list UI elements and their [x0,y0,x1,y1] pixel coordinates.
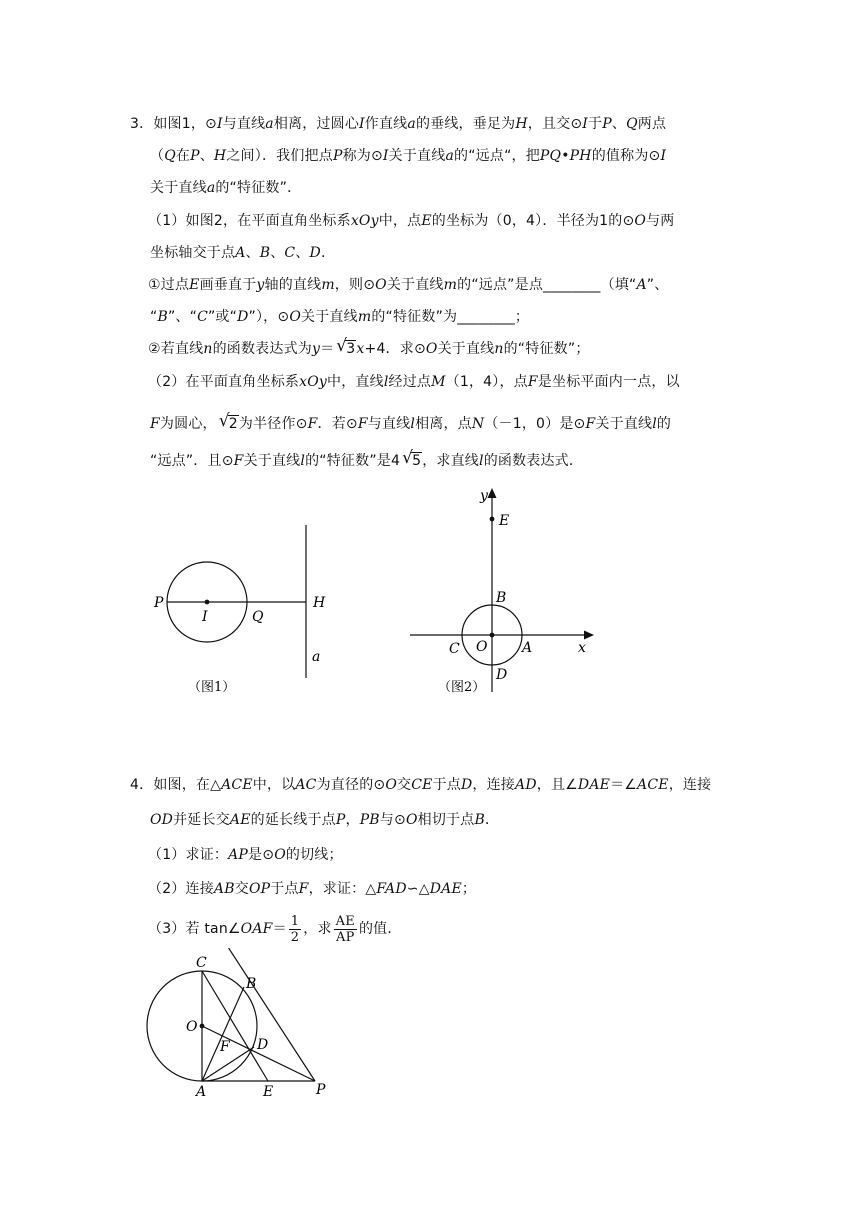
label-p: P [154,595,164,611]
label-d: D [496,667,508,683]
question-1-line-2 [150,307,529,327]
label-a: A [522,640,533,656]
text: ，且交⊙ [527,116,583,132]
var: l [410,416,416,432]
var: B [259,245,271,261]
label-a: a [312,649,321,665]
var: F [585,416,596,432]
var: ACE [637,777,669,793]
var: H [515,116,528,132]
text: 坐标轴交于点 [150,245,236,261]
x-axis-arrow-icon [584,631,594,640]
var: I [582,116,589,132]
var: F [357,416,368,432]
var: B [474,812,485,828]
figure-1 [140,520,340,710]
question-1-line-1 [148,275,668,295]
label-b: B [496,590,507,606]
text: 的函数表达式为 [212,341,312,357]
var: l [383,374,389,390]
text: 相切于点 [417,812,475,828]
text: ，且∠ [536,777,578,793]
text: 的值称为⊙ [591,148,661,164]
text: “ [150,309,158,325]
text: ，连接 [668,777,712,793]
text: 轴的直线 [264,277,322,293]
text: ”），⊙ [248,309,290,325]
var: OAF [240,921,273,937]
segment-op [202,1026,315,1081]
text: 的切线； [285,847,343,863]
figure-2-caption: （图2） [438,680,486,695]
text: 与两 [646,213,675,229]
text: ”或“ [207,309,238,325]
text: 如图，在△ [153,777,222,793]
text: 两点 [637,116,667,132]
var: l [652,416,657,432]
var: DAE [577,777,611,793]
var: O [385,777,398,793]
numerator: 1 [290,913,300,929]
label-y: y [480,488,488,504]
var: P [332,148,343,164]
label-h: H [313,595,326,611]
text: “远点”．且⊙ [150,453,234,469]
problem-number: 4． [130,777,154,793]
var: P [190,148,200,164]
text: 、 [270,245,285,261]
part-2-line-1 [148,372,680,392]
var: PQ•PH [539,148,592,164]
text: 的“特征数”． [215,180,302,196]
var: I [382,148,389,164]
var: O [405,812,418,828]
figure-3 [140,948,340,1098]
tangent-pb [226,948,315,1081]
text: ①过点 [148,277,190,293]
text: 关于直线 [301,309,358,325]
var: C [197,309,208,325]
text: 的“特征数”是4 [305,453,401,469]
var: l [300,453,306,469]
fraction-ae-ap [334,914,357,945]
var: I [216,116,223,132]
label-o: O [186,1019,198,1035]
label-e: E [499,513,510,529]
var: AC [295,777,317,793]
label-f: F [220,1039,230,1055]
text: （ [150,148,165,164]
problem-3-line-3 [150,178,301,198]
text: 中，以 [252,777,296,793]
text: 并延长交 [173,812,230,828]
var: y [256,277,265,293]
var: AP [228,847,249,863]
var: m [443,277,458,293]
radicand: 5 [412,453,422,469]
var: a [265,116,274,132]
text: 在 [175,148,191,164]
text: ， [345,812,360,828]
var: B [157,309,168,325]
text: （2）连接 [148,881,214,897]
text: （1）求证： [148,847,229,863]
var: n [494,341,504,357]
sub-2-line [148,879,476,899]
text: 关于直线 [388,148,446,164]
var: l [479,453,484,469]
label-p: P [316,1082,326,1098]
text: 相离，点 [415,416,472,432]
text: 与⊙ [379,812,406,828]
point-e-dot [490,517,495,522]
center-i-dot [205,600,210,605]
text: ．若⊙ [317,416,358,432]
var: AB [213,881,235,897]
text: ”、 [646,277,669,293]
text: （3）若 tan∠ [148,921,241,937]
text: （2）在平面直角坐标系 [148,374,300,390]
var: O [375,277,387,293]
text: 关于直线 [243,453,301,469]
radicand: 3 [346,341,356,357]
text: ∽△ [406,881,430,897]
text: 为半径作⊙ [238,416,308,432]
text: ． [484,812,500,828]
text: 关于直线 [386,277,444,293]
var: CE [411,777,433,793]
problem-3-line-2 [150,146,666,166]
var: FAD [376,881,407,897]
text: 于点 [270,881,299,897]
var: n [203,341,213,357]
text: 交 [397,777,412,793]
text: 的函数表达式． [483,453,584,469]
var: y [311,341,321,357]
figure-2 [400,482,610,700]
text: 的值． [358,921,402,937]
var: I [359,116,365,132]
var: x [356,341,365,357]
text: ． [320,245,336,261]
part-2-line-3 [150,451,583,471]
label-c: C [449,641,460,657]
text: ，连接 [472,777,516,793]
var: Q [626,116,638,132]
sub-3-line [148,912,402,946]
var: D [460,777,473,793]
label-a: A [196,1084,207,1098]
part-1-line-2 [150,243,335,263]
text: 中，点 [378,213,422,229]
origin-dot [490,633,495,638]
var: I [660,148,667,164]
text: 的垂线，垂足为 [415,116,516,132]
text: 、 [295,245,310,261]
var: N [471,416,485,432]
var: xOy [299,374,327,390]
label-d: D [257,1037,269,1053]
text: ②若直线 [148,341,204,357]
var: M [431,374,446,390]
label-c: C [196,955,207,971]
text: +4．求⊙ [364,341,426,357]
text: ＝ [272,921,287,937]
text: （1）如图2，在平面直角坐标系 [148,213,351,229]
var: O [634,213,647,229]
var: a [445,148,455,164]
text: ； [461,881,477,897]
text: 称为⊙ [342,148,383,164]
var: AE [229,812,251,828]
var: m [321,277,335,293]
text: 于点 [432,777,461,793]
problem-4-line-1 [130,775,711,795]
figure-1-caption: （图1） [188,680,236,695]
text: 与直线 [367,416,411,432]
text: 为圆心， [159,416,217,432]
var: AD [515,777,537,793]
text: 画垂直于 [199,277,257,293]
var: a [206,180,216,196]
label-i: I [202,609,208,625]
text: 如图1，⊙ [153,116,217,132]
denominator: 2 [290,929,300,945]
text: 、 [611,116,627,132]
var: E [189,277,200,293]
text: 中，直线 [327,374,384,390]
var: PB [359,812,380,828]
sqrt-3 [336,339,356,359]
text: 、 [199,148,214,164]
text: 的“特征数”为________； [371,309,530,325]
text: ，则⊙ [334,277,376,293]
text: 的延长线于点 [250,812,336,828]
var: a [407,116,416,132]
text: 、 [245,245,260,261]
text: 为直径的⊙ [316,777,386,793]
text: ＝∠ [610,777,638,793]
text: 是⊙ [248,847,275,863]
text: 的坐标为（0，4）．半径为1的⊙ [431,213,635,229]
part-2-line-2 [150,414,671,434]
var: OD [150,812,174,828]
sqrt-2 [219,414,239,434]
text: 的“远点“，把 [454,148,540,164]
text: 之间）．我们把点 [226,148,333,164]
var: DAE [429,881,462,897]
var: F [150,416,160,432]
text: （1，4），点 [445,374,528,390]
var: ACE [221,777,253,793]
var: O [274,847,286,863]
text: 经过点 [388,374,432,390]
label-b: B [246,976,257,992]
text: （－1，0）是⊙ [484,416,586,432]
var: Q [164,148,176,164]
var: P [335,812,346,828]
y-axis-arrow-icon [488,488,497,498]
center-o-dot [200,1024,205,1029]
sqrt-5 [402,451,422,471]
problem-number: 3． [130,116,154,132]
fraction-one-half [289,914,301,945]
var: E [421,213,432,229]
var: F [298,881,309,897]
label-x: x [578,640,586,656]
var: F [233,453,244,469]
var: F [307,416,318,432]
sub-1-line [148,845,343,865]
text: ”、“ [167,309,198,325]
var: D [309,245,321,261]
var: m [357,309,372,325]
text: ，求直线 [422,453,479,469]
problem-4-line-2 [150,810,499,830]
text: ，求证：△ [308,881,377,897]
text: 交 [234,881,249,897]
text: 的“特征数”； [503,341,590,357]
radicand: 2 [228,416,238,432]
var: A [235,245,246,261]
text: 作直线 [364,116,408,132]
text: 于 [588,116,603,132]
text: 的 [656,416,672,432]
label-o: O [476,639,488,655]
var: O [289,309,302,325]
text: 的“远点”是点________（填“ [457,277,637,293]
label-q: Q [252,609,264,625]
var: OP [248,881,271,897]
numerator: AE [335,913,355,929]
var: F [527,374,538,390]
text: 关于直线 [150,180,207,196]
text: ＝ [320,341,335,357]
question-2-line [148,339,590,359]
segment-ce [202,971,268,1081]
var: A [636,277,647,293]
var: O [425,341,438,357]
text: 关于直线 [437,341,495,357]
text: 相离，过圆心 [273,116,360,132]
text: 是坐标平面内一点，以 [537,374,680,390]
text: ，求 [303,921,332,937]
part-1-line-1 [148,211,675,231]
var: C [284,245,296,261]
text: 与直线 [222,116,266,132]
problem-3-line-1 [130,114,666,134]
var: xOy [350,213,379,229]
var: H [213,148,227,164]
label-e: E [263,1084,274,1098]
text: 关于直线 [595,416,653,432]
var: D [237,309,249,325]
var: P [602,116,612,132]
denominator: AP [336,929,355,945]
